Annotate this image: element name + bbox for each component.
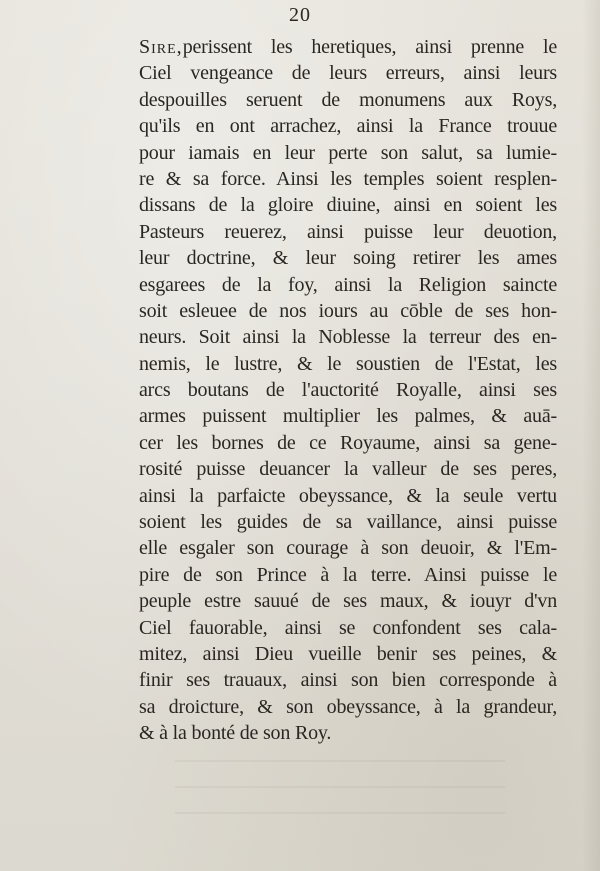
text-line	[139, 34, 557, 60]
text-line: pire de son Prince à la terre. Ainsi puisse le	[139, 563, 557, 586]
page-number: 20	[289, 4, 311, 26]
text-line: arcs boutans de l'auctorité Royalle, ainsi ses	[139, 379, 557, 402]
text-line: & à la bonté de son Roy.	[139, 722, 332, 745]
body-text	[139, 34, 557, 747]
opening-word: Sire,	[139, 36, 183, 58]
text-line: nemis, le lustre, & le soustien de l'Estat, les	[139, 352, 557, 375]
first-line-text: perissent les heretiques, ainsi prenne le	[182, 36, 557, 58]
text-line: neurs. Soit ainsi la Noblesse la terreur des en-	[139, 326, 557, 349]
text-line: sa droicture, & son obeyssance, à la grandeur,	[139, 695, 557, 718]
text-line: mitez, ainsi Dieu vueille benir ses peines, &	[139, 642, 557, 665]
text-line: elle esgaler son courage à son deuoir, & l'Em-	[139, 537, 557, 560]
text-line: Ciel vengeance de leurs erreurs, ainsi leurs	[139, 62, 557, 85]
text-line: finir ses trauaux, ainsi son bien corresponde à	[139, 669, 557, 692]
text-line: pour iamais en leur perte son salut, sa lumie-	[139, 141, 557, 164]
text-line: peuple estre sauué de ses maux, & iouyr d'vn	[139, 590, 557, 613]
ink-bleed-through	[175, 760, 505, 820]
text-line: leur doctrine, & leur soing retirer les ames	[139, 247, 557, 270]
text-line: rosité puisse deuancer la valleur de ses peres,	[139, 458, 557, 481]
page-edge-shadow	[582, 0, 600, 871]
text-line: armes puissent multiplier les palmes, & auā-	[139, 405, 557, 428]
text-line: qu'ils en ont arrachez, ainsi la France trouue	[139, 115, 557, 138]
text-line: despouilles seruent de monumens aux Roys,	[139, 88, 557, 111]
text-line: soit esleuee de nos iours au cōble de ses hon-	[139, 299, 557, 322]
text-line: Pasteurs reuerez, ainsi puisse leur deuotion,	[139, 220, 557, 243]
text-line: Ciel fauorable, ainsi se confondent ses cala-	[139, 616, 557, 639]
text-line: soient les guides de sa vaillance, ainsi puisse	[139, 511, 557, 534]
text-line: re & sa force. Ainsi les temples soient resplen-	[139, 167, 557, 190]
text-line: ainsi la parfaicte obeyssance, & la seule vertu	[139, 484, 557, 507]
text-line: esgarees de la foy, ainsi la Religion saincte	[139, 273, 557, 296]
text-line: dissans de la gloire diuine, ainsi en soient les	[139, 194, 557, 217]
text-line: cer les bornes de ce Royaume, ainsi sa gene-	[139, 431, 557, 454]
